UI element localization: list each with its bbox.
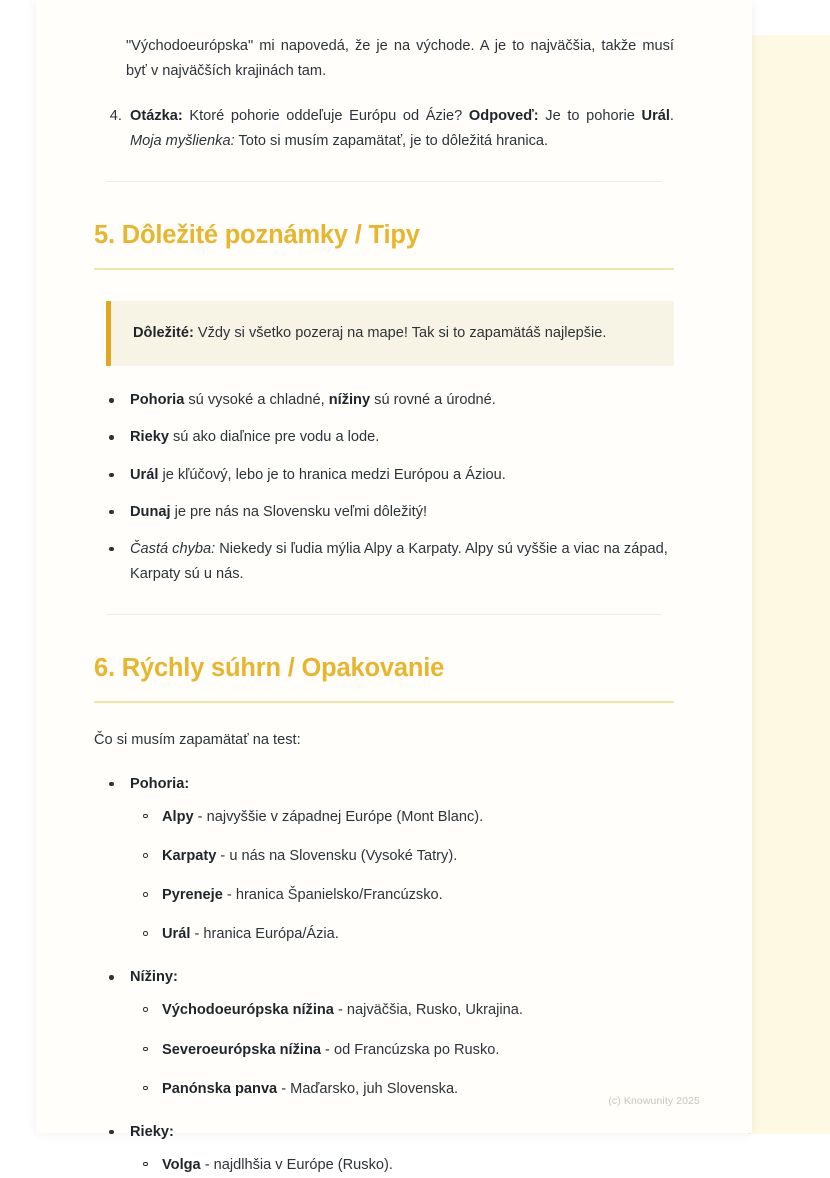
bullet-term: Urál xyxy=(130,466,159,483)
sub-item-term: Pyreneje xyxy=(162,887,223,904)
group-title: Pohoria: xyxy=(130,775,190,792)
list-item xyxy=(126,772,674,947)
section-divider-5 xyxy=(106,181,662,182)
sub-item-text: - hranica Európa/Ázia. xyxy=(190,926,339,943)
bullet-term-secondary: nížiny xyxy=(328,392,371,409)
list-item xyxy=(158,805,674,830)
section-5-bullet-list xyxy=(94,388,674,587)
sub-item-term: Alpy xyxy=(162,808,194,825)
section-divider-6 xyxy=(106,614,662,615)
question-list xyxy=(94,104,674,154)
sub-item-term: Urál xyxy=(162,926,191,943)
document-page xyxy=(36,0,752,1173)
summary-intro: Čo si musím zapamätať na test: xyxy=(94,731,301,748)
section-5-rule xyxy=(94,268,674,270)
summary-sub-list xyxy=(130,1153,674,1178)
sub-item-text: - najdlhšia v Európe (Rusko). xyxy=(200,1156,393,1173)
bullet-term: Pohoria xyxy=(130,392,185,409)
bullet-text: je pre nás na Slovensku veľmi dôležitý! xyxy=(170,503,428,520)
answer-text-lead: Je to pohorie xyxy=(538,108,642,125)
bullet-text: je kľúčový, lebo je to hranica medzi Európou a Áziou. xyxy=(158,466,506,483)
page-content xyxy=(36,0,752,1178)
answer-label: Odpoveď: xyxy=(468,108,539,125)
sub-item-term: Karpaty xyxy=(162,848,217,865)
bullet-term: Dunaj xyxy=(130,503,171,520)
sub-item-term: Východoeurópska nížina xyxy=(162,1002,334,1019)
list-item xyxy=(126,500,674,525)
sub-item-text: - hranica Španielsko/Francúzsko. xyxy=(222,887,443,904)
list-item xyxy=(158,883,674,908)
sub-item-term: Volga xyxy=(162,1156,201,1173)
bullet-term-italic: Častá chyba: xyxy=(130,540,216,557)
bullet-term: Rieky xyxy=(130,429,169,446)
list-item xyxy=(126,1120,674,1178)
summary-sub-list xyxy=(130,998,674,1101)
group-title: Rieky: xyxy=(130,1123,174,1140)
footer-copyright: (c) Knowunity 2025 xyxy=(608,1095,700,1107)
summary-sub-list xyxy=(130,805,674,947)
sub-item-text: - u nás na Slovensku (Vysoké Tatry). xyxy=(216,848,458,865)
bullet-text: Niekedy si ľudia mýlia Alpy a Karpaty. Alpy sú vyššie a viac na západ, Karpaty sú u nás. xyxy=(130,540,668,582)
answer-text-tail: . xyxy=(669,108,674,125)
sub-item-text: - Maďarsko, juh Slovenska. xyxy=(277,1080,459,1097)
list-item xyxy=(158,844,674,869)
list-item xyxy=(126,537,674,587)
thought-label: Moja myšlienka: xyxy=(130,133,235,150)
summary-group-list xyxy=(94,772,674,1178)
list-item xyxy=(126,463,674,488)
list-item xyxy=(158,998,674,1023)
answer-highlight: Urál xyxy=(641,108,670,125)
bullet-text-secondary: sú rovné a úrodné. xyxy=(370,392,496,409)
group-title: Nížiny: xyxy=(130,969,178,986)
list-item xyxy=(158,1153,674,1178)
section-6-heading: 6. Rýchly súhrn / Opakovanie xyxy=(94,653,445,682)
bullet-text: sú vysoké a chladné, xyxy=(184,392,329,409)
sub-item-text: - najväčšia, Rusko, Ukrajina. xyxy=(333,1002,523,1019)
thought-text: Toto si musím zapamätať, je to dôležitá hranica. xyxy=(234,133,549,150)
important-callout xyxy=(106,301,674,366)
callout-text: Vždy si všetko pozeraj na mape! Tak si to zapamätáš najlepšie. xyxy=(193,325,607,342)
question-label: Otázka: xyxy=(130,108,183,125)
bullet-text: sú ako diaľnice pre vodu a lode. xyxy=(168,429,380,446)
list-item xyxy=(126,965,674,1101)
continued-paragraph: "Východoeurópska" mi napovedá, že je na východe. A je to najväčšia, takže musí byť v najväčších krajinách tam. xyxy=(126,38,674,80)
sub-item-text: - od Francúzska po Rusko. xyxy=(320,1041,500,1058)
question-list-item xyxy=(126,104,674,154)
right-decorative-band xyxy=(748,35,830,1134)
callout-paragraph xyxy=(133,321,650,346)
list-item xyxy=(158,1038,674,1063)
section-6-rule xyxy=(94,701,674,703)
list-item xyxy=(126,425,674,450)
list-item xyxy=(126,388,674,413)
sub-item-text: - najvyššie v západnej Európe (Mont Blanc). xyxy=(193,808,484,825)
sub-item-term: Panónska panva xyxy=(162,1080,278,1097)
section-5-heading: 5. Dôležité poznámky / Tipy xyxy=(94,221,420,250)
question-text: Ktoré pohorie oddeľuje Európu od Ázie? xyxy=(182,108,469,125)
list-item xyxy=(158,1077,674,1102)
sub-item-term: Severoeurópska nížina xyxy=(162,1041,321,1058)
callout-label: Dôležité: xyxy=(133,325,194,342)
list-item xyxy=(158,922,674,947)
